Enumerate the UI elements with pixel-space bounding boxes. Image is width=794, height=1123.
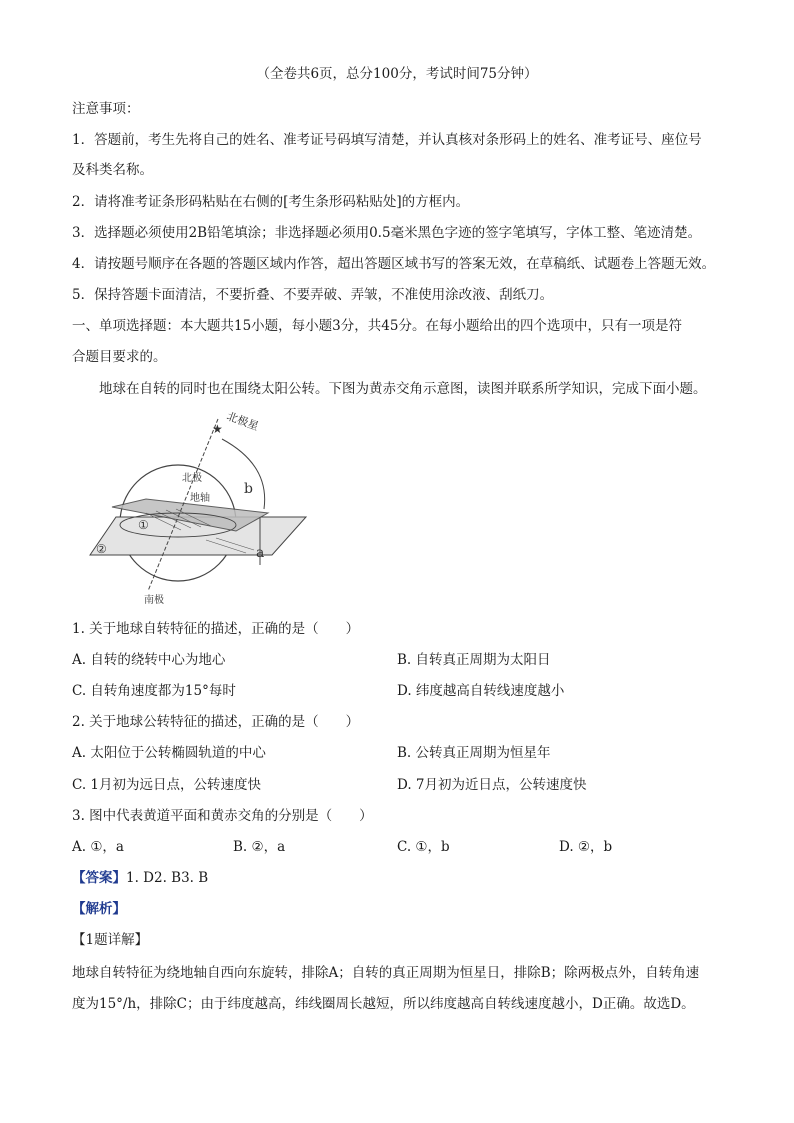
question-intro: 地球在自转的同时也在围绕太阳公转。下图为黄赤交角示意图，读图并联系所学知识，完成下面小题。 — [99, 381, 707, 397]
north-star-icon: ★ — [212, 422, 223, 436]
note-line: 3．选择题必须使用2B铅笔填涂；非选择题必须用0.5毫米黑色字迹的签字笔填写，字体工整、笔迹清楚。 — [72, 225, 702, 241]
angle-b-arc — [222, 439, 265, 509]
section-heading-cont: 合题目要求的。 — [72, 349, 167, 365]
angle-b-label: b — [244, 481, 253, 497]
q1-option-d[interactable]: D. 纬度越高自转线速度越小 — [397, 683, 565, 699]
q1-option-a[interactable]: A. 自转的绕转中心为地心 — [72, 652, 226, 668]
equatorial-marker: ② — [96, 542, 107, 556]
section-heading: 一、单项选择题：本大题共15小题，每小题3分，共45分。在每小题给出的四个选项中，只有一项是符 — [72, 318, 682, 334]
obliquity-diagram — [86, 405, 318, 605]
q2-option-b[interactable]: B. 公转真正周期为恒星年 — [397, 745, 551, 761]
detail-line: 度为15°/h，排除C；由于纬度越高，纬线圈周长越短，所以纬度越高自转线速度越小，D正确。故选D。 — [72, 996, 695, 1012]
exam-header: （全卷共6页，总分100分，考试时间75分钟） — [256, 66, 538, 82]
note-line: 5．保持答题卡面清洁，不要折叠、不要弄破、弄皱，不准使用涂改液、刮纸刀。 — [72, 287, 554, 303]
south-pole-label: 南极 — [144, 595, 164, 605]
detail-line: 地球自转特征为绕地轴自西向东旋转，排除A；自转的真正周期为恒星日，排除B；除两极点外，自转角速 — [72, 965, 700, 981]
note-line: 及科类名称。 — [72, 162, 153, 178]
q1-option-c[interactable]: C. 自转角速度都为15°每时 — [72, 683, 236, 699]
q3-option-c[interactable]: C. ①，b — [397, 839, 450, 855]
q2-option-c[interactable]: C. 1月初为远日点，公转速度快 — [72, 777, 262, 793]
detail-label: 【1题详解】 — [72, 932, 149, 948]
axis-label: 地轴 — [190, 493, 210, 504]
answer-label: 【答案】 — [72, 870, 126, 886]
note-line: 4．请按题号顺序在各题的答题区域内作答，超出答题区域书写的答案无效，在草稿纸、试题卷上答题无效。 — [72, 256, 716, 272]
q3-option-a[interactable]: A. ①，a — [72, 839, 124, 855]
q3-option-d[interactable]: D. ②，b — [559, 839, 613, 855]
question-3-stem: 3. 图中代表黄道平面和黄赤交角的分别是（ ） — [72, 808, 373, 824]
notes-title: 注意事项： — [72, 101, 140, 117]
note-line: 2．请将准考证条形码粘贴在右侧的[考生条形码粘贴处]的方框内。 — [72, 194, 470, 210]
ecliptic-marker: ① — [138, 518, 149, 532]
north-star-label: 北极星 — [224, 409, 261, 434]
q2-option-d[interactable]: D. 7月初为近日点，公转速度快 — [397, 777, 587, 793]
question-1-stem: 1. 关于地球自转特征的描述，正确的是（ ） — [72, 621, 360, 637]
q2-option-a[interactable]: A. 太阳位于公转椭圆轨道的中心 — [72, 745, 266, 761]
north-pole-label: 北极 — [182, 473, 202, 484]
question-2-stem: 2. 关于地球公转特征的描述，正确的是（ ） — [72, 714, 360, 730]
q3-option-b[interactable]: B. ②，a — [233, 839, 286, 855]
note-line: 1．答题前，考生先将自己的姓名、准考证号码填写清楚，并认真核对条形码上的姓名、准考证号、座位号 — [72, 132, 702, 148]
answer-line — [72, 868, 208, 888]
analysis-label: 【解析】 — [72, 901, 126, 917]
angle-a-label: a — [256, 545, 265, 561]
q1-option-b[interactable]: B. 自转真正周期为太阳日 — [397, 652, 551, 668]
answer-value: 1. D2. B3. B — [126, 870, 209, 886]
